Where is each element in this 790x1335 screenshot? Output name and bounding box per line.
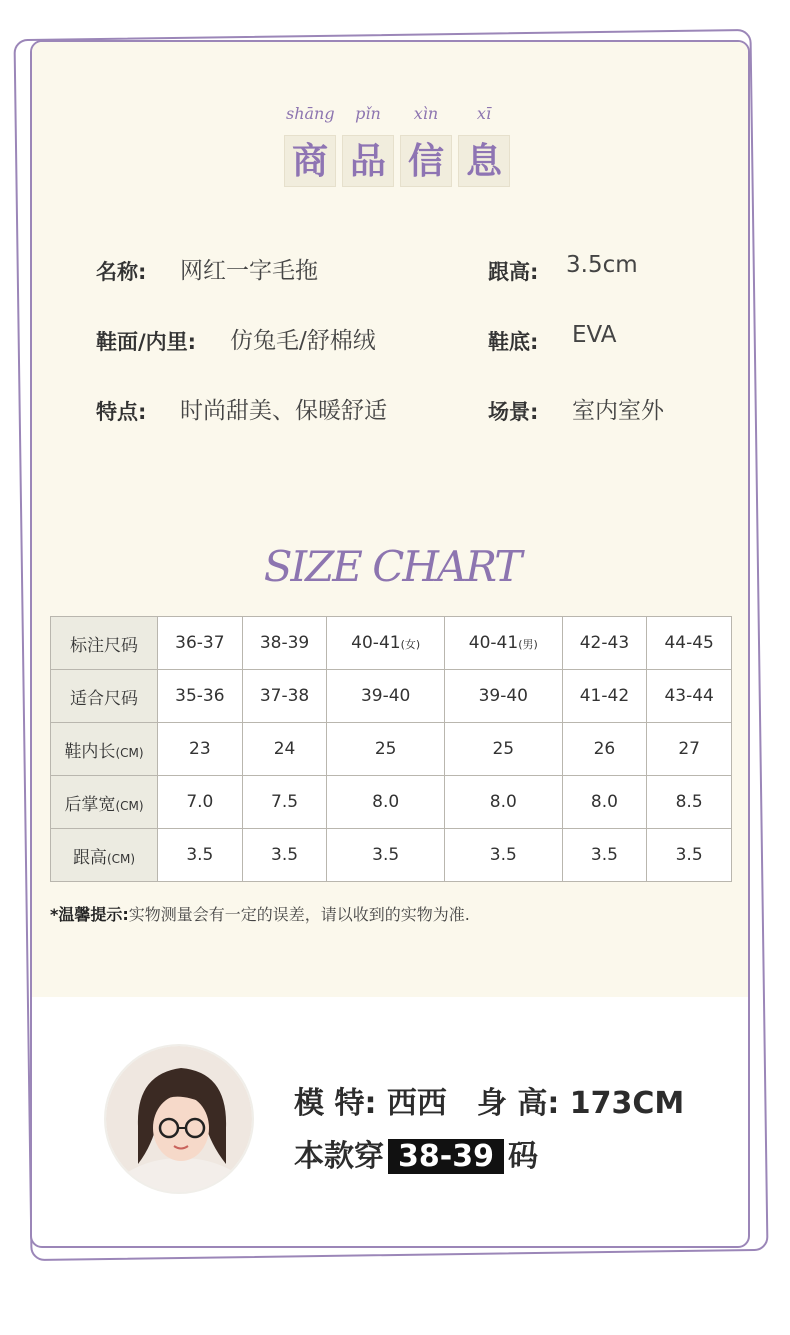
row-header — [51, 670, 158, 723]
cell-value: 39-40 — [478, 686, 528, 706]
size-note — [50, 902, 470, 925]
table-row — [51, 723, 732, 776]
row-header-unit: (CM) — [106, 851, 136, 866]
cell-value: 23 — [189, 739, 211, 759]
cell-value: 8.0 — [590, 792, 618, 812]
table-cell — [562, 670, 647, 723]
pinyin-1: shāng — [286, 104, 335, 123]
row-header-label: 鞋内长 — [64, 741, 116, 762]
model-name: 模 特: 西西 — [294, 1086, 447, 1121]
cell-value: 35-36 — [175, 686, 225, 706]
cell-value: 27 — [678, 739, 700, 759]
cell-value: 25 — [492, 739, 515, 759]
info-value-sole: EVA — [572, 322, 617, 348]
cell-value: 3.5 — [590, 845, 618, 865]
table-cell — [327, 670, 445, 723]
row-header-label: 标注尺码 — [70, 635, 138, 656]
info-label-scene: 场景: — [488, 400, 539, 424]
cell-value: 25 — [374, 739, 397, 759]
table-cell — [327, 829, 445, 882]
cell-value: 7.0 — [186, 792, 214, 812]
table-row — [51, 829, 732, 882]
table-cell — [647, 776, 732, 829]
title-char-box — [400, 135, 452, 187]
table-cell — [444, 723, 562, 776]
title-char-box — [458, 135, 510, 187]
row-header — [51, 776, 158, 829]
model-photo-icon — [106, 1046, 254, 1194]
cell-value: 44-45 — [664, 633, 714, 653]
info-label-feature: 特点: — [96, 400, 147, 424]
title-char: 信 — [407, 140, 444, 182]
model-size-info — [294, 1131, 538, 1175]
row-header — [51, 617, 158, 670]
cell-value: 8.0 — [489, 792, 517, 812]
cell-value: 36-37 — [175, 633, 225, 653]
cell-value: 7.5 — [271, 792, 299, 812]
title-char: 商 — [291, 140, 328, 182]
table-cell — [158, 829, 243, 882]
pinyin-3: xìn — [413, 104, 439, 123]
table-cell — [327, 723, 445, 776]
table-cell — [647, 829, 732, 882]
info-value-name: 网红一字毛拖 — [180, 258, 318, 284]
info-value-heel: 3.5cm — [566, 252, 638, 278]
cell-value: 40-41 — [468, 633, 519, 653]
cell-value: 26 — [593, 739, 616, 759]
table-cell — [562, 723, 647, 776]
page-title — [282, 135, 512, 191]
cell-value: 39-40 — [360, 686, 411, 706]
table-row — [51, 617, 732, 670]
note-prefix: *温馨提示: — [50, 905, 129, 924]
cell-value: 3.5 — [271, 845, 299, 865]
row-header-unit: (CM) — [115, 798, 144, 813]
table-cell — [158, 617, 243, 670]
title-char: 品 — [349, 140, 386, 182]
info-label-name: 名称: — [96, 260, 147, 284]
table-cell — [444, 617, 562, 670]
table-cell — [444, 670, 562, 723]
cell-value: 3.5 — [186, 845, 214, 865]
table-cell — [242, 776, 327, 829]
row-header — [51, 723, 158, 776]
cell-value: 24 — [273, 739, 296, 759]
info-value-scene: 室内室外 — [572, 398, 664, 424]
cell-value: 3.5 — [489, 845, 517, 865]
cell-value: 40-41 — [351, 633, 401, 653]
pinyin-4: xī — [476, 104, 492, 123]
table-cell — [327, 617, 445, 670]
table-cell — [158, 776, 243, 829]
table-cell — [327, 776, 445, 829]
title-pinyin — [282, 104, 512, 132]
size-chart-heading: SIZE CHART — [263, 542, 521, 591]
table-cell — [562, 776, 647, 829]
row-header-unit: (CM) — [115, 745, 144, 760]
table-cell — [444, 829, 562, 882]
row-header-label: 适合尺码 — [70, 688, 138, 709]
title-char-box — [284, 135, 336, 187]
info-label-upper: 鞋面/内里: — [96, 330, 197, 354]
title-char: 息 — [465, 140, 502, 182]
model-size-suffix: 码 — [507, 1139, 538, 1174]
cell-value: 8.5 — [675, 792, 703, 812]
table-cell — [242, 617, 327, 670]
row-header-label: 跟高 — [72, 847, 107, 868]
table-cell — [647, 670, 732, 723]
row-header — [51, 829, 158, 882]
info-label-heel: 跟高: — [488, 260, 539, 284]
cell-value: 3.5 — [372, 845, 400, 865]
model-size-prefix: 本款穿 — [294, 1139, 384, 1174]
table-row — [51, 670, 732, 723]
table-cell — [647, 723, 732, 776]
cell-value: 38-39 — [259, 633, 310, 653]
info-value-upper: 仿兔毛/舒棉绒 — [230, 328, 376, 354]
cell-value: 41-42 — [579, 686, 630, 706]
model-size-badge: 38-39 — [388, 1139, 504, 1174]
cell-value: 37-38 — [259, 686, 310, 706]
product-info-card — [30, 40, 750, 1248]
cell-suffix: (女) — [400, 638, 421, 651]
table-cell — [444, 776, 562, 829]
cell-value: 42-43 — [579, 633, 630, 653]
cell-value: 43-44 — [664, 686, 714, 706]
row-header-label: 后掌宽 — [64, 794, 116, 815]
pinyin-2: pǐn — [355, 104, 381, 123]
table-cell — [242, 829, 327, 882]
table-cell — [242, 670, 327, 723]
cell-suffix: (男) — [518, 638, 538, 651]
model-info — [294, 1078, 684, 1122]
cell-value: 8.0 — [372, 792, 400, 812]
title-char-box — [342, 135, 394, 187]
cell-value: 3.5 — [675, 845, 703, 865]
info-value-feature: 时尚甜美、保暖舒适 — [180, 398, 387, 424]
model-height: 身 高: 173CM — [476, 1086, 685, 1121]
info-label-sole: 鞋底: — [488, 330, 539, 354]
table-row — [51, 776, 732, 829]
table-cell — [158, 723, 243, 776]
table-cell — [158, 670, 243, 723]
table-cell — [647, 617, 732, 670]
table-cell — [242, 723, 327, 776]
table-cell — [562, 829, 647, 882]
table-cell — [562, 617, 647, 670]
note-text: 实物测量会有一定的误差，请以收到的实物为准. — [128, 905, 470, 924]
model-avatar — [104, 1044, 254, 1194]
size-table — [50, 616, 732, 882]
